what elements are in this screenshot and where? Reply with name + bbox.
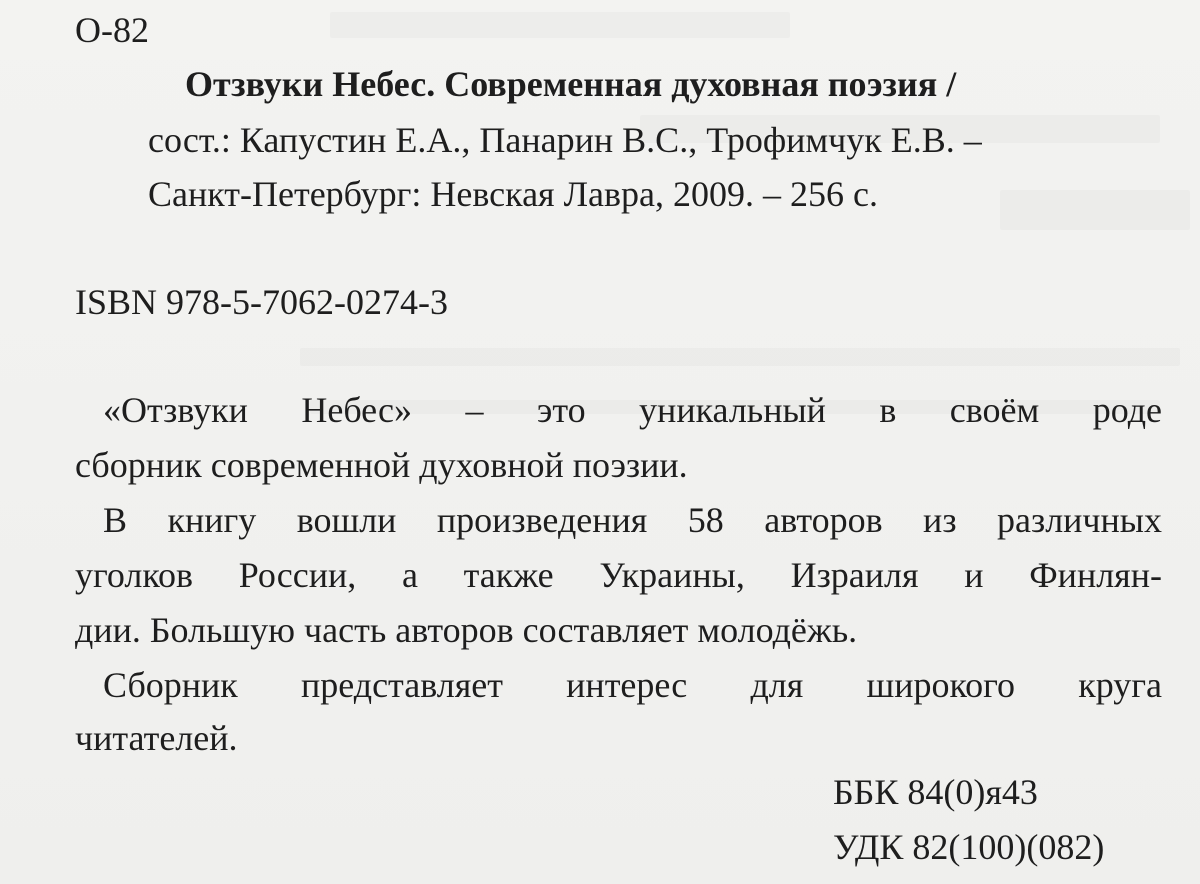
annotation-paragraph-3-line-1: Сборник представляет интерес для широкого круга — [103, 665, 1162, 705]
annotation-paragraph-2-line-3: дии. Большую часть авторов составляет молодёжь. — [75, 610, 858, 650]
udk-code: УДК 82(100)(082) — [833, 827, 1105, 867]
annotation-paragraph-3-line-2: читателей. — [75, 718, 238, 758]
book-title: Отзвуки Небес. Современная духовная поэзия / — [185, 64, 957, 104]
isbn: ISBN 978-5-7062-0274-3 — [75, 282, 448, 322]
publisher-line: Санкт-Петербург: Невская Лавра, 2009. – 256 с. — [148, 174, 878, 214]
bbk-code: ББК 84(0)я43 — [833, 772, 1038, 812]
annotation-paragraph-2-line-2: уголков России, а также Украины, Израиля и Финлян- — [75, 555, 1162, 595]
classification-code: О-82 — [75, 10, 149, 50]
annotation-paragraph-2-line-1: В книгу вошли произведения 58 авторов из различных — [103, 500, 1162, 540]
annotation-paragraph-1-line-1: «Отзвуки Небес» – это уникальный в своём роде — [103, 390, 1162, 430]
compilers-line: сост.: Капустин Е.А., Панарин В.С., Трофимчук Е.В. – — [148, 120, 982, 160]
annotation-paragraph-1-line-2: сборник современной духовной поэзии. — [75, 445, 688, 485]
